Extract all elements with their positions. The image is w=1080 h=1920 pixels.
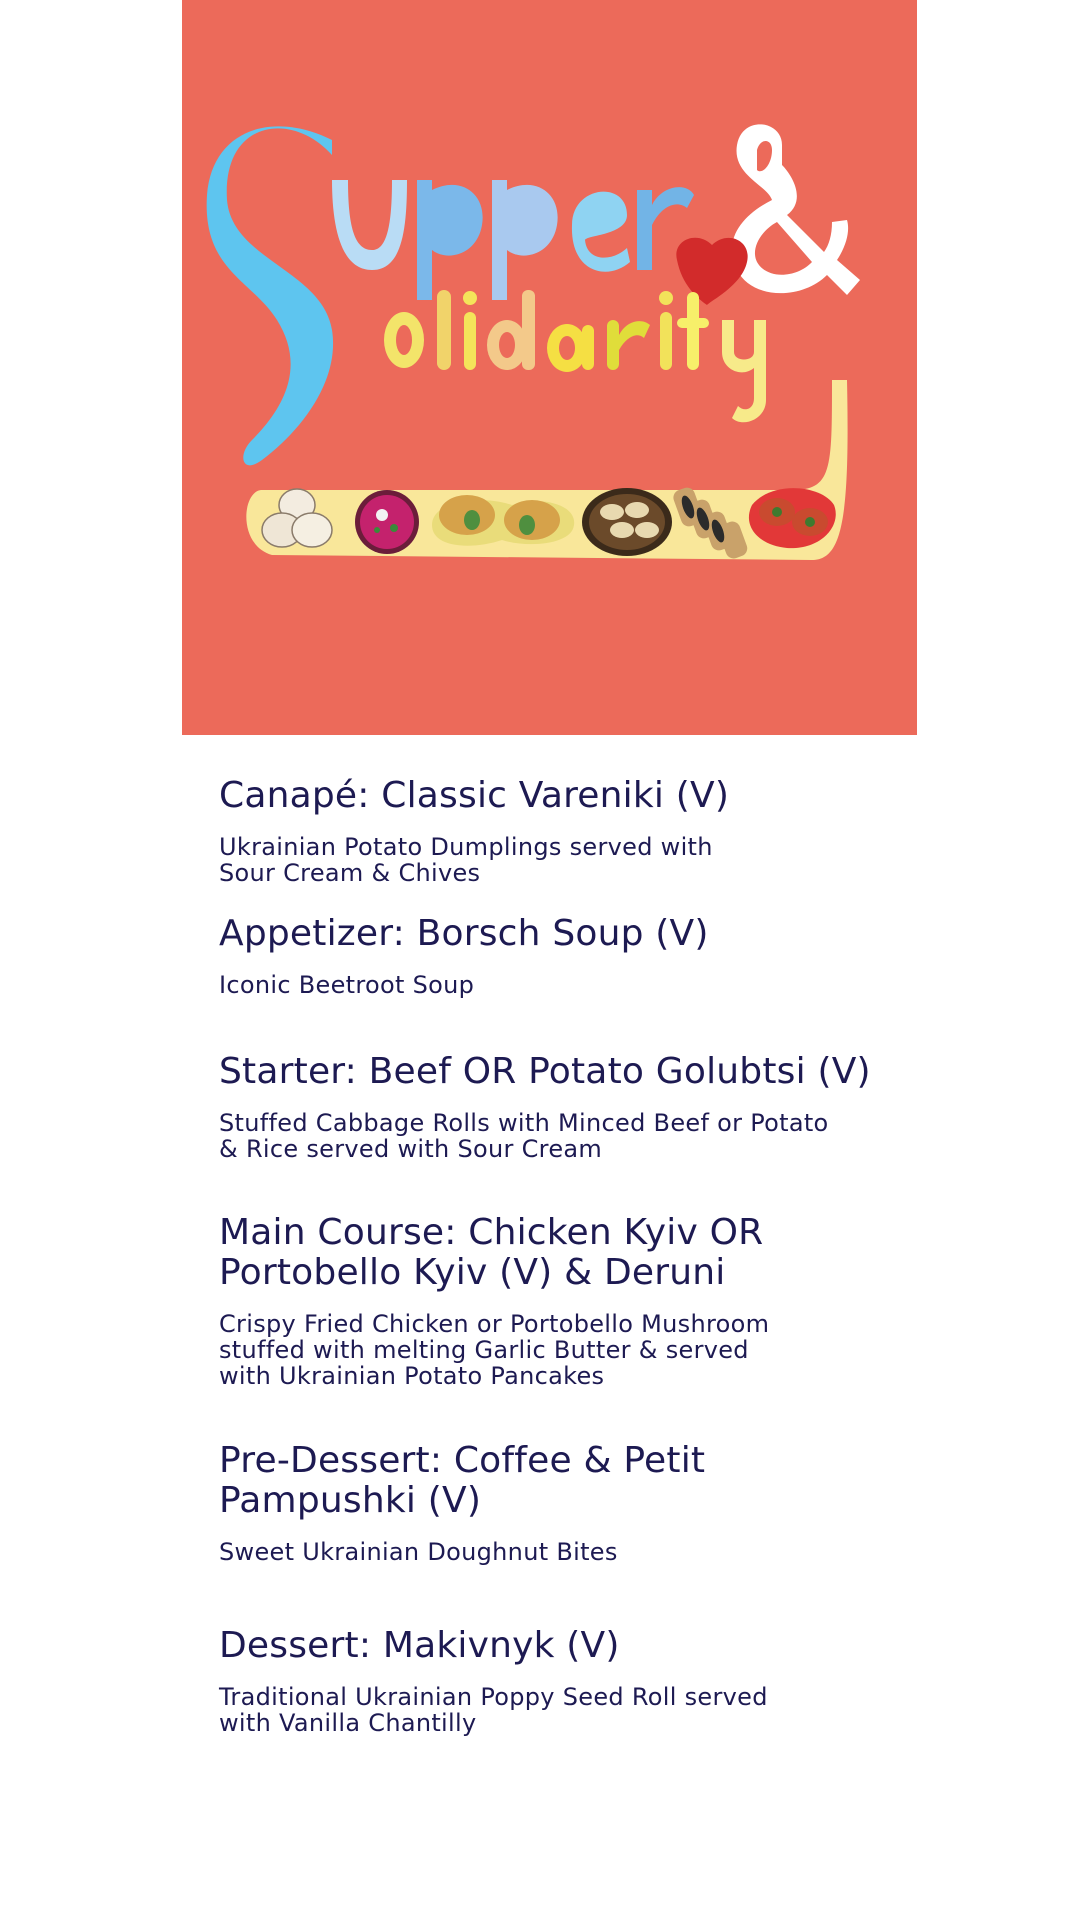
poster-artwork [182, 0, 917, 735]
course-pre-dessert [219, 1441, 1019, 1565]
course-title: Main Course: Chicken Kyiv OR Portobello Kyiv (V) & Deruni [219, 1212, 764, 1293]
logo-word-olidarity [384, 290, 766, 422]
logo-heart [676, 238, 747, 305]
logo-letter-p1 [417, 180, 483, 300]
course-starter [219, 1052, 1019, 1162]
course-title: Appetizer: Borsch Soup (V) [219, 913, 709, 954]
course-description: Sweet Ukrainian Doughnut Bites [219, 1538, 618, 1566]
logo-letter-u [332, 180, 407, 270]
borsch-icon [355, 490, 419, 554]
course-title: Canapé: Classic Vareniki (V) [219, 775, 730, 816]
logo-letter-p2 [492, 180, 558, 300]
course-description: Stuffed Cabbage Rolls with Minced Beef or Potato & Rice served with Sour Cream [219, 1109, 829, 1163]
supper-solidarity-logo [182, 0, 917, 735]
course-description: Ukrainian Potato Dumplings served with Sour Cream & Chives [219, 833, 713, 887]
course-description: Iconic Beetroot Soup [219, 971, 475, 999]
logo-letter-s-top [207, 126, 333, 465]
course-title: Pre-Dessert: Coffee & Petit Pampushki (V) [219, 1440, 706, 1521]
course-dessert [219, 1626, 1019, 1736]
course-description: Traditional Ukrainian Poppy Seed Roll served with Vanilla Chantilly [219, 1683, 768, 1737]
course-appetizer [219, 914, 1019, 998]
course-title: Starter: Beef OR Potato Golubtsi (V) [219, 1051, 871, 1092]
logo-ampersand [732, 124, 860, 295]
course-title: Dessert: Makivnyk (V) [219, 1625, 620, 1666]
logo-letter-e [572, 192, 630, 272]
course-canape [219, 776, 1019, 886]
course-main [219, 1213, 1019, 1389]
dumplings-bowl-icon [582, 488, 672, 556]
course-description: Crispy Fried Chicken or Portobello Mushroom stuffed with melting Garlic Butter & served with Ukrainian Potato Pancakes [219, 1310, 770, 1390]
